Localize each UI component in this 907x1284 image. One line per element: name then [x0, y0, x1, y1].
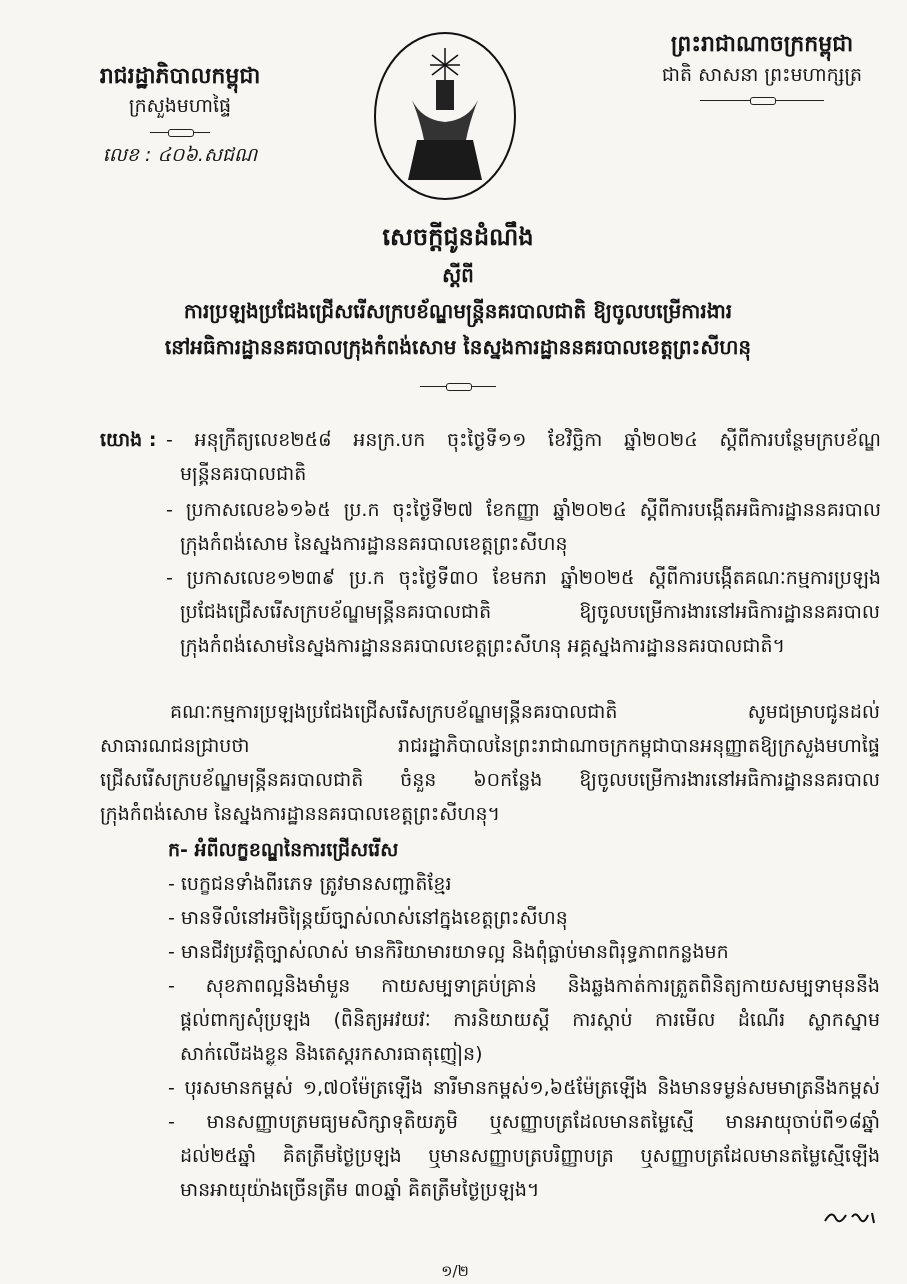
subject-line: ការប្រឡងប្រជែងជ្រើសរើសក្របខ័ណ្ឌមន្ត្រីនគរបាលជាតិ ឱ្យចូលបម្រើការងារ	[183, 299, 733, 323]
document-title: សេចក្តីជូនដំណឹង	[382, 223, 534, 251]
condition-line: ដល់២៥ឆ្នាំ គិតត្រឹមថ្ងៃប្រឡង ឬមានសញ្ញាបត្របរិញ្ញាបត្រ ឬសញ្ញាបត្រដែលមានតម្លៃស្មើឡើង	[180, 1145, 880, 1167]
paragraph-line: ជ្រើសរើសក្របខ័ណ្ឌមន្ត្រីនគរបាលជាតិ ចំនួន ៦០កន្លែង ឱ្យចូលបម្រើការងារនៅអធិការដ្ឋាននគរបាល	[100, 769, 880, 791]
subject-line: នៅអធិការដ្ឋាននគរបាលក្រុងកំពង់សោម នៃស្នងការដ្ឋាននគរបាលខេត្តព្រះសីហនុ	[164, 335, 752, 359]
ornament-divider	[150, 132, 210, 133]
reference-line: - ប្រកាសលេខ៦១៦៥ ប្រ.ក ចុះថ្ងៃទី២៧ ខែកញ្ញា ឆ្នាំ២០២៤ ស្តីពីការបង្កើតអធិការដ្ឋាននគរបាល	[166, 499, 881, 521]
section-heading: ក- អំពីលក្ខខណ្ឌនៃការជ្រើសរើស	[168, 839, 399, 861]
paragraph-line: គណៈកម្មការប្រឡងប្រជែងជ្រើសរើសក្របខ័ណ្ឌមន្ត្រីនគរបាលជាតិ សូមជម្រាបជូនដល់	[170, 701, 880, 723]
condition-line: មានអាយុយ៉ាងច្រើនត្រឹម ៣០ឆ្នាំ គិតត្រឹមថ្ងៃប្រឡង។	[180, 1179, 540, 1201]
document-number: លេខ : ៤០៦.សជណ	[102, 144, 258, 166]
reference-line: ប្រជែងជ្រើសរើសក្របខ័ណ្ឌមន្ត្រីនគរបាលជាតិ ឱ្យចូលបម្រើការងារនៅអធិការដ្ឋាននគរបាល	[180, 601, 880, 623]
condition-line: - បេក្ខជនទាំងពីរភេទ ត្រូវមានសញ្ជាតិខ្មែរ	[168, 873, 452, 895]
references-label: យោង :	[100, 429, 157, 451]
condition-line: - សុខភាពល្អនិងមាំមួន កាយសម្បទាគ្រប់គ្រាន់ និងឆ្លងកាត់ការត្រួតពិនិត្យកាយសម្បទាមុននឹង	[168, 975, 880, 997]
reference-line: ក្រុងកំពង់សោម នៃស្នងការដ្ឋាននគរបាលខេត្តព្រះសីហនុ	[180, 533, 568, 555]
ornament-divider	[700, 100, 824, 101]
reference-line: - ប្រកាសលេខ១២៣៩ ប្រ.ក ចុះថ្ងៃទី៣០ ខែមករា ឆ្នាំ២០២៥ ស្តីពីការបង្កើតគណៈកម្មការប្រឡង	[166, 567, 881, 589]
paragraph-line: ក្រុងកំពង់សោម នៃស្នងការដ្ឋាននគរបាលខេត្តព្រះសីហនុ។	[100, 803, 501, 825]
national-motto: ជាតិ សាសនា ព្រះមហាក្សត្រ	[661, 64, 863, 86]
initials-signature-icon	[822, 1205, 882, 1229]
royal-emblem-icon	[372, 30, 518, 202]
government-name: រាជរដ្ឋាភិបាលកម្ពុជា	[99, 64, 261, 89]
title-divider	[420, 386, 496, 387]
condition-line: - បុរសមានកម្ពស់ ១,៧០ម៉ែត្រឡើង នារីមានកម្ពស់១,៦៥ម៉ែត្រឡើង និងមានទម្ងន់សមមាត្រនឹងកម្ពស់	[168, 1077, 880, 1099]
condition-line: - មានសញ្ញាបត្រមធ្យមសិក្សាទុតិយភូមិ ឬសញ្ញាបត្រដែលមានតម្លៃស្មើ មានអាយុចាប់ពី១៨ឆ្នាំ	[168, 1111, 880, 1133]
reference-line: មន្ត្រីនគរបាលជាតិ	[180, 463, 307, 485]
ministry-name: ក្រសួងមហាផ្ទៃ	[128, 95, 232, 117]
condition-line: - មានទីលំនៅអចិន្ត្រៃយ៍ច្បាស់លាស់នៅក្នុងខេត្តព្រះសីហនុ	[168, 907, 568, 929]
reference-line: - អនុក្រឹត្យលេខ២៥៨ អនក្រ.បក ចុះថ្ងៃទី១១ ខែវិច្ឆិកា ឆ្នាំ២០២៤ ស្តីពីការបន្ថែមក្របខ័ណ្ឌ	[166, 429, 881, 451]
paragraph-line: សាធារណជនជ្រាបថា រាជរដ្ឋាភិបាលនៃព្រះរាជាណាចក្រកម្ពុជាបានអនុញ្ញាតឱ្យក្រសួងមហាផ្ទៃ	[100, 735, 880, 757]
title-about: ស្តីពី	[442, 263, 474, 287]
condition-line: សាក់លើដងខ្លួន និងតេស្តរកសារធាតុញៀន)	[180, 1043, 483, 1065]
condition-line: ផ្តល់ពាក្យសុំប្រឡង (ពិនិត្យអវយវៈ ការនិយាយស្តី ការស្តាប់ ការមើល ដំណើរ ស្លាកស្នាម	[180, 1009, 880, 1031]
page-number: ១/២	[441, 1262, 469, 1280]
reference-line: ក្រុងកំពង់សោមនៃស្នងការដ្ឋាននគរបាលខេត្តព្រះសីហនុ អគ្គស្នងការដ្ឋាននគរបាលជាតិ។	[180, 635, 786, 657]
kingdom-name: ព្រះរាជាណាចក្រកម្ពុជា	[670, 32, 854, 57]
condition-line: - មានជីវប្រវត្តិច្បាស់លាស់ មានកិរិយាមារយាទល្អ និងពុំធ្លាប់មានពិរុទ្ធភាពកន្លងមក	[168, 941, 729, 963]
